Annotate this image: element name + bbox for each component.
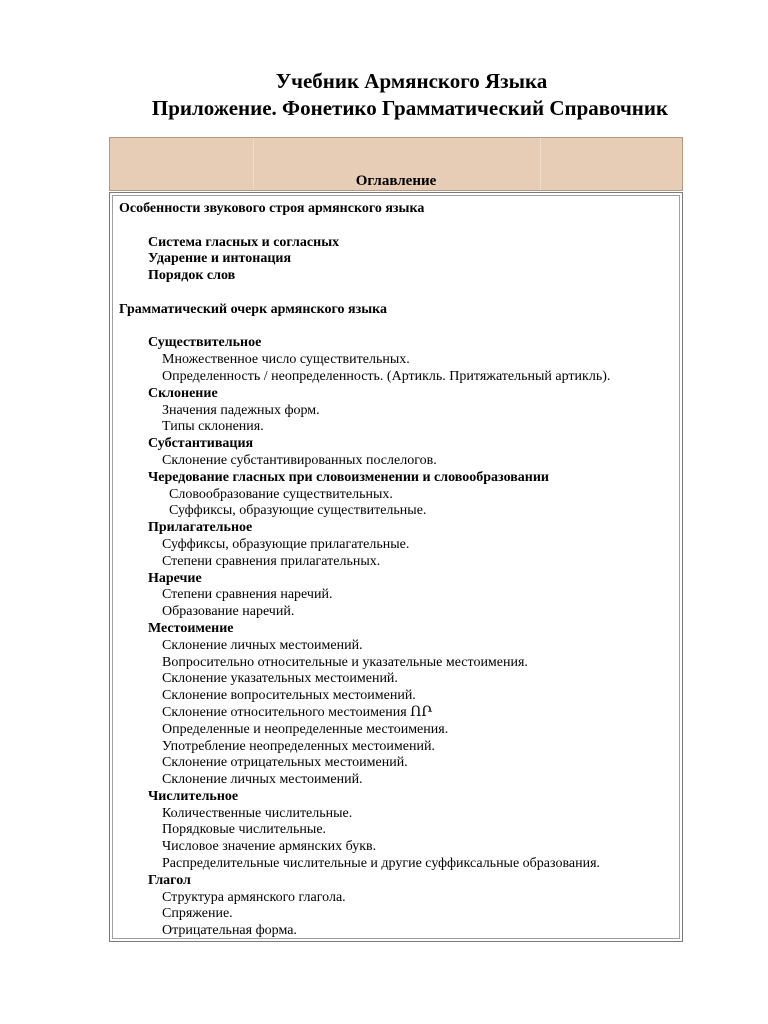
- toc-topic-link[interactable]: Множественное число существительных.: [162, 352, 410, 368]
- toc-chapter-link[interactable]: Субстантивация: [148, 436, 254, 452]
- table-of-contents: [109, 192, 683, 942]
- toc-section-link[interactable]: Грамматический очерк армянского языка: [119, 301, 388, 317]
- toc-topic-link[interactable]: Структура армянского глагола.: [162, 889, 346, 905]
- toc-chapter-link[interactable]: Система гласных и согласных: [148, 234, 340, 250]
- toc-topic-link[interactable]: Суффиксы, образующие прилагательные.: [162, 536, 410, 552]
- toc-topic-link[interactable]: Определенные и неопределенные местоимения.: [162, 721, 449, 737]
- toc-inner-frame: [112, 195, 680, 939]
- toc-topic-link[interactable]: Образование наречий.: [162, 604, 295, 620]
- title-line-2: Приложение. Фонетико Грамматический Справочник: [151, 96, 669, 120]
- toc-topic-link[interactable]: Склонение относительного местоимения ՈՐ: [162, 704, 433, 720]
- toc-topic-link[interactable]: Количественные числительные.: [162, 805, 353, 821]
- toc-topic-link[interactable]: Порядковые числительные.: [162, 822, 327, 838]
- toc-topic-link[interactable]: Склонение субстантивированных послелогов.: [162, 452, 437, 468]
- toc-chapter-link[interactable]: Ударение и интонация: [148, 251, 292, 267]
- toc-chapter-link[interactable]: Числительное: [148, 788, 239, 804]
- toc-topic-link[interactable]: Словообразование существительных.: [169, 486, 393, 502]
- toc-topic-link[interactable]: Определенность / неопределенность. (Артикль. Притяжательный артикль).: [162, 368, 611, 384]
- toc-topic-link[interactable]: Спряжение.: [162, 906, 233, 922]
- toc-chapter-link[interactable]: Порядок слов: [148, 268, 236, 284]
- toc-chapter-link[interactable]: Склонение: [148, 385, 218, 401]
- toc-topic-link[interactable]: Склонение личных местоимений.: [162, 637, 363, 653]
- toc-topic-link[interactable]: Типы склонения.: [162, 419, 264, 435]
- toc-topic-link[interactable]: Суффиксы, образующие существительные.: [169, 503, 427, 519]
- toc-heading: Оглавление: [355, 173, 437, 189]
- title-line-1: Учебник Армянского Языка: [275, 69, 548, 93]
- document-title: [0, 68, 768, 122]
- toc-topic-link[interactable]: Склонение указательных местоимений.: [162, 671, 398, 687]
- toc-topic-link[interactable]: Степени сравнения прилагательных.: [162, 553, 381, 569]
- toc-topic-link[interactable]: Употребление неопределенных местоимений.: [162, 738, 435, 754]
- toc-topic-link[interactable]: Склонение вопросительных местоимений.: [162, 688, 416, 704]
- toc-spacer: [113, 319, 679, 336]
- toc-header: [109, 137, 683, 191]
- toc-topic-link[interactable]: Отрицательная форма.: [162, 923, 297, 939]
- toc-spacer: [113, 285, 679, 302]
- toc-section-link[interactable]: Особенности звукового строя армянского языка: [119, 201, 425, 216]
- toc-topic-link[interactable]: Распределительные числительные и другие суффиксальные образования.: [162, 856, 601, 872]
- toc-chapter-link[interactable]: Чередование гласных при словоизменении и словообразовании: [148, 469, 549, 485]
- toc-chapter-link[interactable]: Существительное: [148, 335, 262, 351]
- toc-chapter-link[interactable]: Наречие: [148, 570, 202, 586]
- toc-spacer: [113, 218, 679, 235]
- toc-topic-link[interactable]: Склонение отрицательных местоимений.: [162, 755, 408, 771]
- toc-topic-link[interactable]: Вопросительно относительные и указательные местоимения.: [162, 654, 528, 670]
- toc-chapter-link[interactable]: Прилагательное: [148, 520, 253, 536]
- toc-topic-link[interactable]: Числовое значение армянских букв.: [162, 839, 377, 855]
- toc-chapter-link[interactable]: Местоимение: [148, 620, 234, 636]
- toc-topic-link[interactable]: Склонение личных местоимений.: [162, 772, 363, 788]
- toc-chapter-link[interactable]: Глагол: [148, 872, 191, 888]
- toc-topic-link[interactable]: Степени сравнения наречий.: [162, 587, 333, 603]
- toc-topic-link[interactable]: Значения падежных форм.: [162, 402, 320, 418]
- toc-list: [113, 201, 679, 940]
